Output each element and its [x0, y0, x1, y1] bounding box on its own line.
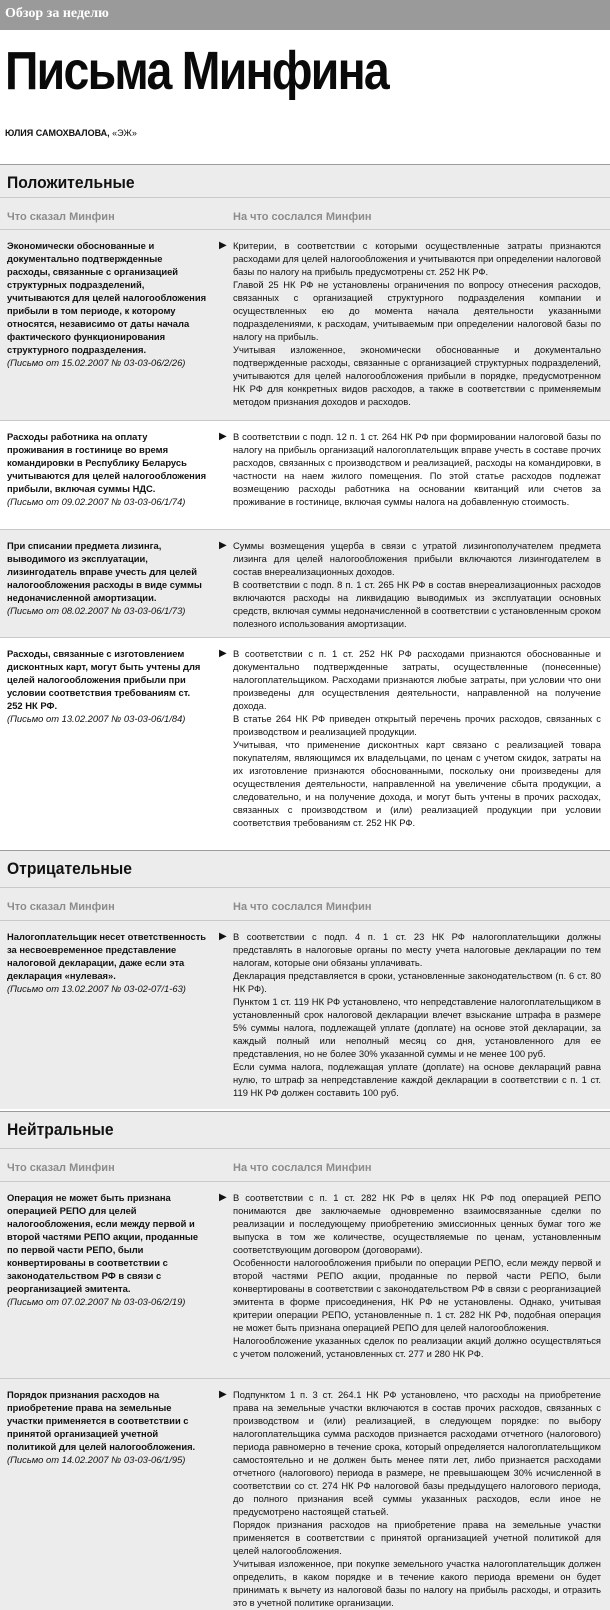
entry-claim: Расходы работника на оплату проживания в гостинице во время командировки в Республику Беларусь учитываются для целей налогообложения прибыли, включая суммы НДС.	[7, 431, 207, 494]
triangle-bullet-icon: ▶	[219, 240, 227, 251]
divider	[0, 887, 610, 888]
entry-reference-block	[233, 239, 601, 408]
entry-reference-block	[233, 1191, 601, 1360]
entry-claim-block	[7, 930, 207, 995]
rubric-label: Обзор за неделю	[5, 6, 109, 21]
entry-claim-block	[7, 1388, 207, 1466]
entry-paragraph: В соответствии с п. 1 ст. 282 НК РФ в целях НК РФ под операцией РЕПО понимаются две заключаемые одновременно взаимосвязанные сделки по реализации и последующему приобретению эмиссионных ценных бумаг того же выпуска в том же количестве, осуществляемые по ценам, установленным соответствующим договором (договорами).	[233, 1192, 601, 1255]
entry-claim-block	[7, 539, 207, 617]
entry-paragraph: Учитывая изложенное, экономически обоснованные и документально подтвержденные расходы, связанные с организацией структурных подразделений, учитываются для целей налогообложения прибыли в порядке, предусмотренном НК РФ для конкретных видов расходов, а также в соответствии с применяемым методом признания доходов и расходов.	[233, 344, 601, 407]
entry-claim: При списании предмета лизинга, выводимого из эксплуатации, лизингодатель вправе учесть для целей налогообложения расходы в виде суммы недоначисленной амортизации.	[7, 540, 202, 603]
entry-claim-block	[7, 430, 207, 508]
section-title: Положительные	[7, 173, 135, 192]
entry-reference-block	[233, 430, 601, 508]
entry-letter-ref: (Письмо от 08.02.2007 № 03-03-06/1/73)	[7, 605, 186, 616]
entry-paragraph: Налогообложение указанных сделок по реализации акций должно осуществляться с учетом положений, установленных ст. 277 и 280 НК РФ.	[233, 1335, 601, 1359]
column-head-said: Что сказал Минфин	[7, 901, 115, 913]
entry	[0, 530, 610, 637]
entry-paragraph: Если сумма налога, подлежащая уплате (доплате) на основе деклараций равна нулю, то штраф за непредставление каждой декларации в соответствии с п. 1 ст. 119 НК РФ должен составить 100 руб.	[233, 1061, 601, 1098]
entry-paragraph: В соответствии с подп. 8 п. 1 ст. 265 НК РФ в состав внереализационных расходов включаются расходы на ликвидацию выводимых из эксплуатации основных средств, включая суммы недоначисленной в соответствии с установленным сроком полезного использования амортизации.	[233, 579, 601, 629]
section-title: Отрицательные	[7, 859, 132, 878]
divider	[0, 164, 610, 165]
entry-reference-block	[233, 1388, 601, 1609]
entry	[0, 230, 610, 420]
entry	[0, 421, 610, 529]
divider	[0, 197, 610, 198]
entry-reference-block	[233, 539, 601, 630]
entry-claim-block	[7, 647, 207, 725]
entry-paragraph: Пунктом 1 ст. 119 НК РФ установлено, что непредставление налогоплательщиком в установленный срок налоговой декларации влечет взыскание штрафа в размере 5% суммы налога, подлежащей уплате (доплате) на основе этой декларации, за каждый полный или неполный месяц со дня, установленного для ее представления, но не более 30% указанной суммы и не менее 100 руб.	[233, 996, 601, 1059]
entry-paragraph: Главой 25 НК РФ не установлены ограничения по вопросу отнесения расходов, связанных с организацией структурного подразделения компании и осуществленных ею до момента начала деятельности указанными подразделениями, к расходам, учитываемым при определении налоговой базы по налогу на прибыль.	[233, 279, 601, 342]
triangle-bullet-icon: ▶	[219, 431, 227, 442]
article-title: Письма Минфина	[5, 41, 389, 101]
entry-paragraph: Декларация представляется в сроки, установленные законодательством (п. 6 ст. 80 НК РФ).	[233, 970, 601, 994]
entry-letter-ref: (Письмо от 13.02.2007 № 03-03-06/1/84)	[7, 713, 186, 724]
publication-name: «ЭЖ»	[109, 128, 137, 138]
author-line	[5, 128, 137, 138]
entry-paragraph: Суммы возмещения ущерба в связи с утратой лизингополучателем предмета лизинга для целей налогообложения прибыли включаются лизингодателем в состав внереализационных доходов.	[233, 540, 601, 577]
section-neutral-header	[0, 1111, 610, 1181]
entry-letter-ref: (Письмо от 07.02.2007 № 03-03-06/2/19)	[7, 1296, 186, 1307]
column-head-referred: На что сослался Минфин	[233, 901, 372, 913]
divider	[0, 1111, 610, 1112]
column-head-referred: На что сослался Минфин	[233, 1162, 372, 1174]
entry-paragraph: В статье 264 НК РФ приведен открытый перечень прочих расходов, связанных с производством и реализацией продукции.	[233, 713, 601, 737]
entry-claim: Операция не может быть признана операцией РЕПО для целей налогообложения, если между первой и второй частями РЕПО акции, проданные по первой части РЕПО, были конвертированы в соответствии с законодательством РФ в связи с реорганизацией эмитента.	[7, 1192, 199, 1294]
divider	[0, 1148, 610, 1149]
entry-reference-block	[233, 647, 601, 829]
column-head-referred: На что сослался Минфин	[233, 211, 372, 223]
entry-paragraph: Учитывая изложенное, при покупке земельного участка налогоплательщик должен определить, в каком порядке и в течение какого периода времени он будет принимать к вычету из налоговой базы по налогу на прибыль расходы, и отразить это в учетной политике организации.	[233, 1558, 601, 1608]
entry-paragraph: Порядок признания расходов на приобретение права на земельные участки применяется в соответствии с принятой организацией учетной политикой для целей налогообложения.	[233, 1519, 601, 1556]
entry-claim: Экономически обоснованные и документально подтвержденные расходы, связанные с организацией структурных подразделений, учитываются для целей налогообложения прибыли в том периоде, к которому относятся, независимо от даты начала фактического функционирования структурного подразделения.	[7, 240, 207, 355]
entry-paragraph: Подпунктом 1 п. 3 ст. 264.1 НК РФ установлено, что расходы на приобретение права на земельные участки включаются в состав прочих расходов, связанных с производством и (или) реализацией, в следующем порядке: по выбору налогоплательщика сумма расходов признается расходами отчетного (налогового) периода равномерно в течение срока, который определяется налогоплательщиком самостоятельно и не должен быть менее пяти лет, либо признается расходами отчетного (налогового) периода в размере, не превышающем 30% исчисленной в соответствии со ст. 274 НК РФ налоговой базы предыдущего налогового периода, до полного признания всей суммы указанных расходов, если иное не предусмотрено настоящей статьей.	[233, 1389, 601, 1517]
entry-claim: Порядок признания расходов на приобретение права на земельные участки применяется в соответствии с принятой организацией учетной политикой для целей налогообложения.	[7, 1389, 196, 1452]
column-head-said: Что сказал Минфин	[7, 1162, 115, 1174]
entry-paragraph: В соответствии с п. 1 ст. 252 НК РФ расходами признаются обоснованные и документально подтвержденные затраты, осуществленные (понесенные) налогоплательщиком. Расходами признаются любые затраты, при условии что они произведены для осуществления деятельности, направленной на получение дохода.	[233, 648, 601, 711]
triangle-bullet-icon: ▶	[219, 648, 227, 659]
entry-paragraph: Критерии, в соответствии с которыми осуществленные затраты признаются расходами для целей налогообложения и учитываются при определении налоговой базы по налогу на прибыль предусмотрены ст. 252 НК РФ.	[233, 240, 601, 277]
entry-paragraph: В соответствии с подп. 12 п. 1 ст. 264 НК РФ при формировании налоговой базы по налогу на прибыль организаций налогоплательщик вправе учесть в составе прочих расходов, связанных с производством и реализацией, расходы на командировки, в частности на наем жилого помещения. По этой статье расходов подлежат возмещению расходы работника на основании квитанций или счетов за проживание в гостинице, включая суммы налога на добавленную стоимость.	[233, 431, 601, 507]
entry	[0, 1379, 610, 1610]
triangle-bullet-icon: ▶	[219, 931, 227, 942]
divider	[0, 850, 610, 851]
section-title: Нейтральные	[7, 1120, 114, 1139]
entry-letter-ref: (Письмо от 15.02.2007 № 03-03-06/2/26)	[7, 357, 186, 368]
entry	[0, 638, 610, 848]
entry-reference-block	[233, 930, 601, 1099]
column-head-said: Что сказал Минфин	[7, 211, 115, 223]
entry-claim-block	[7, 1191, 207, 1308]
entry-paragraph: В соответствии с подп. 4 п. 1 ст. 23 НК РФ налогоплательщики должны представлять в налоговые органы по месту учета налоговые декларации по тем налогам, которые они обязаны уплачивать.	[233, 931, 601, 968]
rubric-bar	[0, 0, 610, 30]
entry-claim-block	[7, 239, 207, 369]
triangle-bullet-icon: ▶	[219, 1389, 227, 1400]
triangle-bullet-icon: ▶	[219, 540, 227, 551]
entry-letter-ref: (Письмо от 09.02.2007 № 03-03-06/1/74)	[7, 496, 186, 507]
entry-claim: Налогоплательщик несет ответственность за несвоевременное представление налоговой декларации, даже если эта декларация «нулевая».	[7, 931, 207, 981]
entry-paragraph: Учитывая, что применение дисконтных карт связано с реализацией товара покупателям, являющимся их владельцами, по ценам с учетом скидок, затраты на их изготовление признаются обоснованными, поскольку они произведены для осуществления деятельности, направленной на увеличение сбыта продукции, а следовательно, и на получение дохода, и могут быть учтены в прочих расходах, связанных с производством и (или) реализацией продукции при условии соответствия требованиям ст. 252 НК РФ.	[233, 739, 601, 828]
entry-letter-ref: (Письмо от 14.02.2007 № 03-03-06/1/95)	[7, 1454, 186, 1465]
author-name: ЮЛИЯ САМОХВАЛОВА,	[5, 128, 110, 138]
triangle-bullet-icon: ▶	[219, 1192, 227, 1203]
section-negative-header	[0, 850, 610, 920]
entry-paragraph: Особенности налогообложения прибыли по операции РЕПО, если между первой и второй частями РЕПО акции, проданные по первой части РЕПО, были конвертированы в соответствии с законодательством РФ в связи с реорганизацией эмитента в форме присоединения, НК РФ не установлены. Однако, учитывая критерии операции РЕПО, установленные п. 1 ст. 282 НК РФ, подобная операция не может быть признана операцией РЕПО для целей налогообложения.	[233, 1257, 601, 1333]
entry-letter-ref: (Письмо от 13.02.2007 № 03-02-07/1-63)	[7, 983, 186, 994]
entry	[0, 1182, 610, 1378]
entry-claim: Расходы, связанные с изготовлением дисконтных карт, могут быть учтены для целей налогообложения прибыли при условии соответствия требованиям ст. 252 НК РФ.	[7, 648, 201, 711]
entry	[0, 921, 610, 1109]
